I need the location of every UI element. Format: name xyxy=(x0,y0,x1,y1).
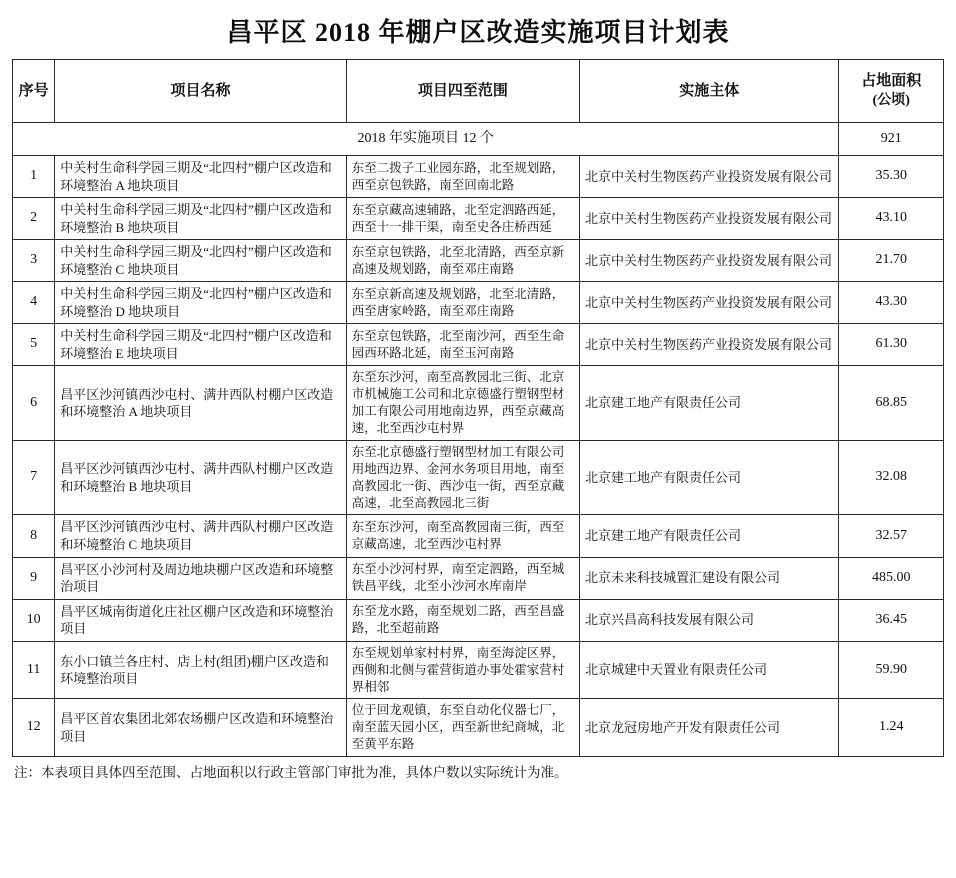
row-project-name: 昌平区首农集团北郊农场棚户区改造和环境整治项目 xyxy=(55,699,347,757)
row-project-name: 昌平区城南街道化庄社区棚户区改造和环境整治项目 xyxy=(55,599,347,641)
column-header-area-line1: 占地面积 xyxy=(861,73,922,90)
row-project-name: 昌平区沙河镇西沙屯村、满井西队村棚户区改造和环境整治 B 地块项目 xyxy=(55,440,347,515)
row-area: 21.70 xyxy=(839,240,944,282)
plan-table xyxy=(12,59,944,757)
row-index: 10 xyxy=(13,599,55,641)
summary-area: 921 xyxy=(839,123,944,156)
row-area: 43.30 xyxy=(839,282,944,324)
row-area: 59.90 xyxy=(839,641,944,699)
page-title: 昌平区 2018 年棚户区改造实施项目计划表 xyxy=(226,18,730,47)
row-scope: 东至东沙河，南至高教园北三街、北京市机械施工公司和北京德盛行塑钢型材加工有限公司用地南边界，西至京藏高速，北至西沙屯村界 xyxy=(346,366,579,441)
row-area: 43.10 xyxy=(839,198,944,240)
table-row xyxy=(13,156,944,198)
table-footnote: 注：本表项目具体四至范围、占地面积以行政主管部门审批为准，具体户数以实际统计为准。 xyxy=(14,765,568,780)
row-scope: 东至规划单家村村界，南至海淀区界，西侧和北侧与霍营街道办事处霍家营村界相邻 xyxy=(346,641,579,699)
column-header-area xyxy=(839,60,944,123)
row-subject: 北京建工地产有限责任公司 xyxy=(580,366,839,441)
row-scope: 东至京藏高速辅路，北至定泗路西延，西至十一排干渠，南至史各庄桥西延 xyxy=(346,198,579,240)
column-header-scope: 项目四至范围 xyxy=(346,60,579,123)
row-index: 5 xyxy=(13,324,55,366)
row-project-name: 中关村生命科学园三期及“北四村”棚户区改造和环境整治 A 地块项目 xyxy=(55,156,347,198)
row-subject: 北京城建中天置业有限责任公司 xyxy=(580,641,839,699)
row-scope: 东至京包铁路，北至南沙河，西至生命园西环路北延，南至玉河南路 xyxy=(346,324,579,366)
column-header-subject: 实施主体 xyxy=(580,60,839,123)
row-index: 6 xyxy=(13,366,55,441)
row-subject: 北京中关村生物医药产业投资发展有限公司 xyxy=(580,240,839,282)
row-scope: 东至二拨子工业园东路，北至规划路，西至京包铁路，南至回南北路 xyxy=(346,156,579,198)
table-row xyxy=(13,699,944,757)
table-row xyxy=(13,557,944,599)
row-project-name: 中关村生命科学园三期及“北四村”棚户区改造和环境整治 C 地块项目 xyxy=(55,240,347,282)
row-project-name: 东小口镇兰各庄村、店上村(组团)棚户区改造和环境整治项目 xyxy=(55,641,347,699)
table-row xyxy=(13,599,944,641)
summary-row xyxy=(13,123,944,156)
row-area: 32.08 xyxy=(839,440,944,515)
row-scope: 东至京包铁路，北至北清路，西至京新高速及规划路，南至邓庄南路 xyxy=(346,240,579,282)
row-area: 36.45 xyxy=(839,599,944,641)
row-scope: 东至京新高速及规划路，北至北清路，西至唐家岭路，南至邓庄南路 xyxy=(346,282,579,324)
row-project-name: 昌平区小沙河村及周边地块棚户区改造和环境整治项目 xyxy=(55,557,347,599)
row-scope: 东至小沙河村界，南至定泗路，西至城铁昌平线，北至小沙河水库南岸 xyxy=(346,557,579,599)
row-subject: 北京未来科技城置汇建设有限公司 xyxy=(580,557,839,599)
row-index: 1 xyxy=(13,156,55,198)
table-body xyxy=(13,123,944,757)
row-subject: 北京中关村生物医药产业投资发展有限公司 xyxy=(580,282,839,324)
row-project-name: 昌平区沙河镇西沙屯村、满井西队村棚户区改造和环境整治 C 地块项目 xyxy=(55,515,347,557)
row-subject: 北京建工地产有限责任公司 xyxy=(580,440,839,515)
table-row xyxy=(13,641,944,699)
row-subject: 北京中关村生物医药产业投资发展有限公司 xyxy=(580,324,839,366)
row-scope: 东至北京德盛行塑钢型材加工有限公司用地西边界、金河水务项目用地，南至高教园北一街、西沙屯一街，西至京藏高速，北至高教园北三街 xyxy=(346,440,579,515)
row-area: 61.30 xyxy=(839,324,944,366)
table-row xyxy=(13,282,944,324)
column-header-area-line2: (公顷) xyxy=(872,92,910,108)
row-area: 32.57 xyxy=(839,515,944,557)
row-area: 35.30 xyxy=(839,156,944,198)
column-header-name: 项目名称 xyxy=(55,60,347,123)
row-project-name: 中关村生命科学园三期及“北四村”棚户区改造和环境整治 E 地块项目 xyxy=(55,324,347,366)
row-subject: 北京中关村生物医药产业投资发展有限公司 xyxy=(580,156,839,198)
row-subject: 北京建工地产有限责任公司 xyxy=(580,515,839,557)
row-index: 2 xyxy=(13,198,55,240)
summary-label: 2018 年实施项目 12 个 xyxy=(13,123,839,156)
row-index: 7 xyxy=(13,440,55,515)
table-row xyxy=(13,440,944,515)
column-header-index: 序号 xyxy=(13,60,55,123)
row-area: 68.85 xyxy=(839,366,944,441)
row-scope: 东至东沙河，南至高教园南三街，西至京藏高速，北至西沙屯村界 xyxy=(346,515,579,557)
row-index: 3 xyxy=(13,240,55,282)
row-scope: 位于回龙观镇，东至自动化仪器七厂，南至蓝天园小区，西至新世纪商城，北至黄平东路 xyxy=(346,699,579,757)
table-header-row xyxy=(13,60,944,123)
row-scope: 东至龙水路，南至规划二路，西至昌盛路，北至超前路 xyxy=(346,599,579,641)
row-project-name: 中关村生命科学园三期及“北四村”棚户区改造和环境整治 B 地块项目 xyxy=(55,198,347,240)
row-area: 1.24 xyxy=(839,699,944,757)
table-row xyxy=(13,366,944,441)
table-row xyxy=(13,515,944,557)
row-project-name: 昌平区沙河镇西沙屯村、满井西队村棚户区改造和环境整治 A 地块项目 xyxy=(55,366,347,441)
row-project-name: 中关村生命科学园三期及“北四村”棚户区改造和环境整治 D 地块项目 xyxy=(55,282,347,324)
row-index: 4 xyxy=(13,282,55,324)
row-subject: 北京中关村生物医药产业投资发展有限公司 xyxy=(580,198,839,240)
table-row xyxy=(13,240,944,282)
row-subject: 北京兴昌高科技发展有限公司 xyxy=(580,599,839,641)
table-row xyxy=(13,198,944,240)
row-index: 9 xyxy=(13,557,55,599)
row-index: 11 xyxy=(13,641,55,699)
row-subject: 北京龙冠房地产开发有限责任公司 xyxy=(580,699,839,757)
row-area: 485.00 xyxy=(839,557,944,599)
table-row xyxy=(13,324,944,366)
row-index: 8 xyxy=(13,515,55,557)
table-header xyxy=(13,60,944,123)
row-index: 12 xyxy=(13,699,55,757)
